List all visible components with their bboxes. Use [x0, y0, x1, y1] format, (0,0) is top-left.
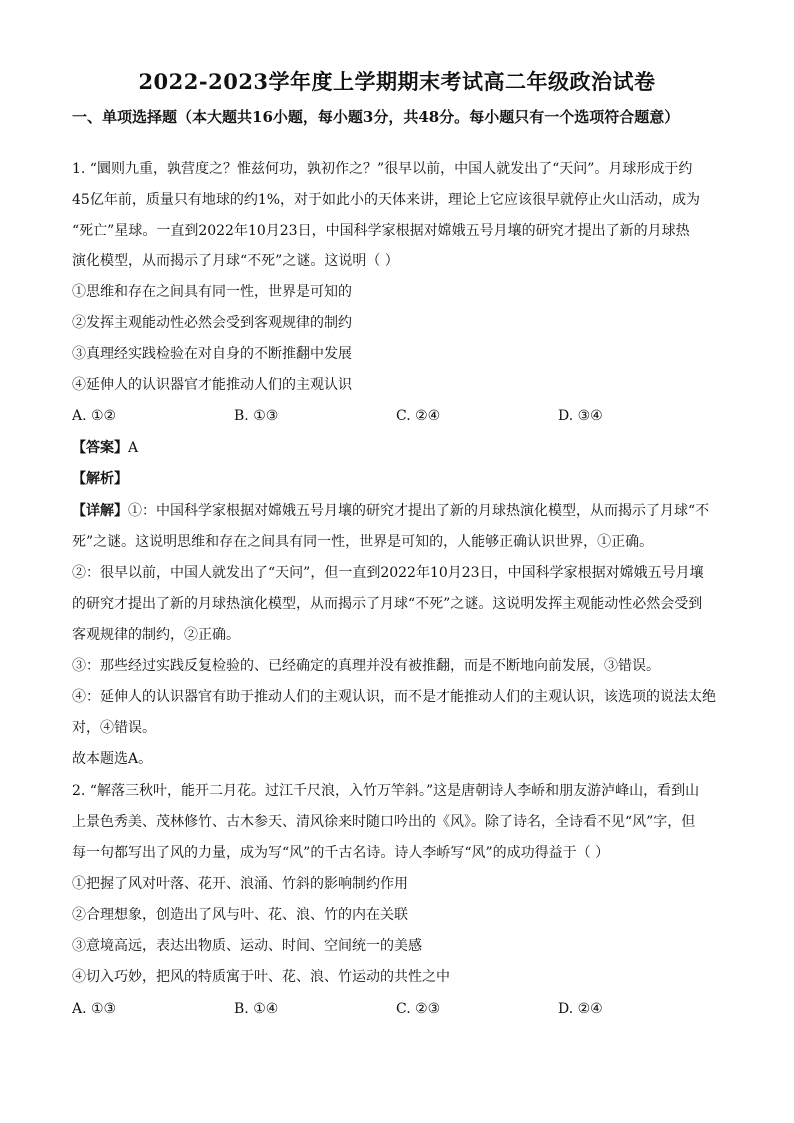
q2-options: [72, 998, 732, 1020]
q1-detail-line: 对，④错误。: [72, 720, 156, 736]
q1-option-c: C. ②④: [396, 408, 441, 424]
q2-statement: ①把握了风对叶落、花开、浪涌、竹斜的影响制约作用: [72, 876, 408, 892]
q1-detail-line: ②：很早以前，中国人就发出了“天问”，但一直到2022年10月23日，中国科学家根据对嫦娥五号月壤: [72, 565, 704, 581]
q1-option-b: B. ①③: [234, 408, 279, 424]
detail-label: 【详解】: [72, 503, 128, 519]
q2-option-d: D. ②④: [558, 1001, 603, 1017]
answer-value: A: [128, 440, 139, 456]
q2-option-a: A. ①③: [72, 1001, 117, 1017]
q1-detail-line: 的研究才提出了新的月球热演化模型，从而揭示了月球“不死”之谜。这说明发挥主观能动性必然会受到: [72, 596, 703, 612]
q2-option-b: B. ①④: [234, 1001, 279, 1017]
q1-statement: ④延伸人的认识器官才能推动人们的主观认识: [72, 377, 352, 393]
q1-stem-line: “死亡”星球。一直到2022年10月23日，中国科学家根据对嫦娥五号月壤的研究才提出了新的月球热: [72, 223, 690, 239]
q2-stem-line: 上景色秀美、茂林修竹、古木参天、清风徐来时随口吟出的《风》。除了诗名，全诗看不见“风”字，但: [72, 814, 696, 830]
q1-options: [72, 405, 732, 427]
q1-analysis-label: 【解析】: [72, 471, 128, 487]
detail-text: ①：中国科学家根据对嫦娥五号月壤的研究才提出了新的月球热演化模型，从而揭示了月球“不: [128, 503, 710, 519]
section-heading: 一、单项选择题（本大题共16小题，每小题3分，共48分。每小题只有一个选项符合题意）: [72, 108, 680, 126]
q2-statement: ④切入巧妙，把风的特质寓于叶、花、浪、竹运动的共性之中: [72, 969, 450, 985]
q1-statement: ③真理经实践检验在对自身的不断推翻中发展: [72, 346, 352, 362]
q1-detail-line: [72, 500, 732, 522]
q1-stem-line: 演化模型，从而揭示了月球“不死”之谜。这说明（ ）: [72, 253, 399, 269]
q2-statement: ③意境高远，表达出物质、运动、时间、空间统一的美感: [72, 938, 422, 954]
exam-title: 2022-2023学年度上学期期末考试高二年级政治试卷: [138, 69, 656, 94]
answer-label: 【答案】: [72, 440, 128, 456]
q2-stem-line: 2. “解落三秋叶，能开二月花。过江千尺浪，入竹万竿斜。”这是唐朝诗人李峤和朋友游泸峰山，看到山: [72, 783, 700, 799]
q1-detail-line: 死”之谜。这说明思维和存在之间具有同一性，世界是可知的，人能够正确认识世界，①正确。: [72, 534, 654, 550]
q1-statement: ①思维和存在之间具有同一性，世界是可知的: [72, 284, 352, 300]
q1-statement: ②发挥主观能动性必然会受到客观规律的制约: [72, 315, 352, 331]
q1-detail-line: ④：延伸人的认识器官有助于推动人们的主观认识，而不是才能推动人们的主观认识，该选项的说法太绝: [72, 689, 716, 705]
q1-stem-line: 1. “圜则九重，孰营度之？惟兹何功，孰初作之？”很早以前，中国人就发出了“天问”。月球形成于约: [72, 161, 693, 177]
q1-detail-line: ③：那些经过实践反复检验的、已经确定的真理并没有被推翻，而是不断地向前发展，③错误。: [72, 658, 660, 674]
q2-option-c: C. ②③: [396, 1001, 441, 1017]
q2-stem-line: 每一句都写出了风的力量，成为写“风”的千古名诗。诗人李峤写“风”的成功得益于（ ）: [72, 845, 610, 861]
q1-option-d: D. ③④: [558, 408, 603, 424]
q1-answer: [72, 437, 732, 459]
q1-conclusion: 故本题选A。: [72, 751, 153, 767]
q1-option-a: A. ①②: [72, 408, 117, 424]
q1-stem-line: 45亿年前，质量只有地球的约1%，对于如此小的天体来讲，理论上它应该很早就停止火山活动，成为: [72, 192, 701, 208]
q1-detail-line: 客观规律的制约，②正确。: [72, 627, 240, 643]
q2-statement: ②合理想象，创造出了风与叶、花、浪、竹的内在关联: [72, 907, 408, 923]
